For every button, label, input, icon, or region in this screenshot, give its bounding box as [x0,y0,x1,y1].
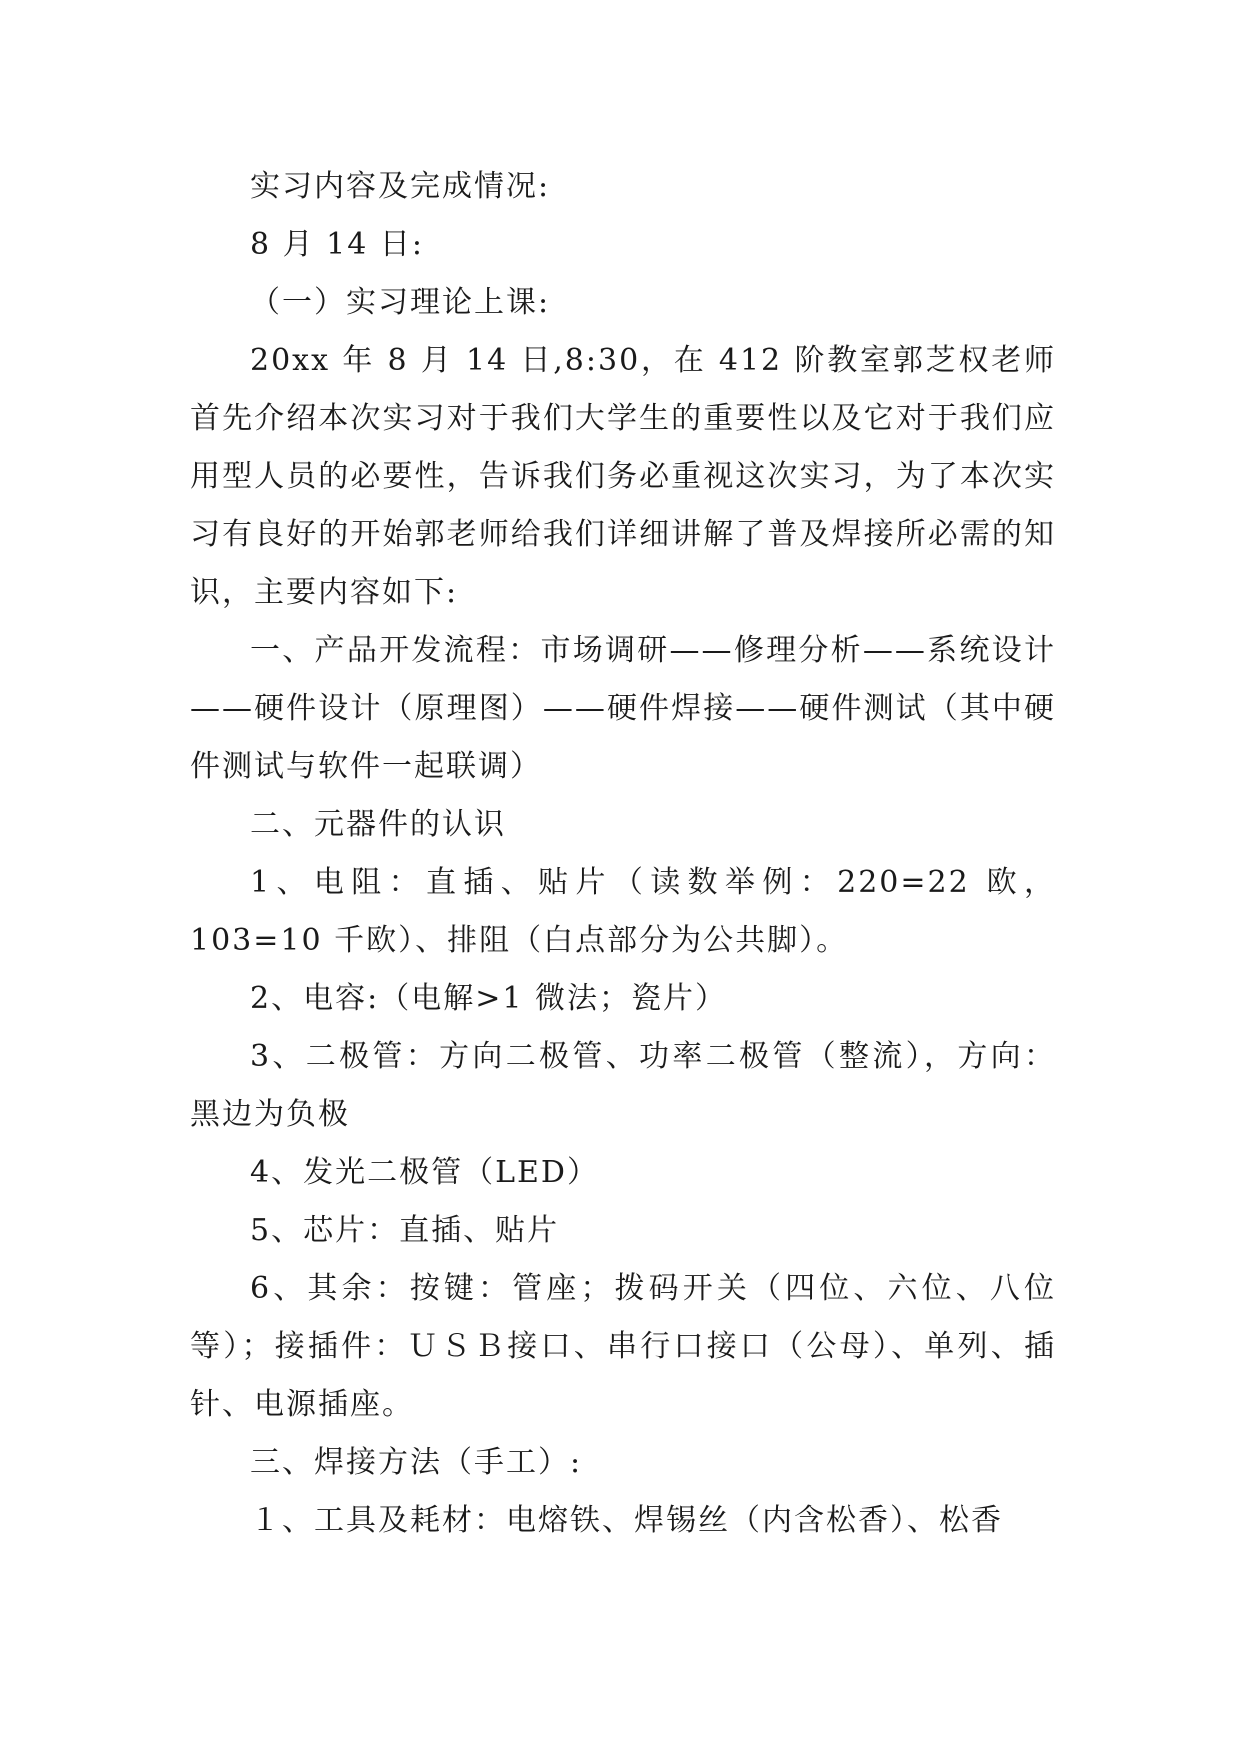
list-item-chip: 5、芯片：直插、贴片 [250,1213,560,1248]
list-item-product-flow: 一、产品开发流程：市场调研——修理分析——系统设计——硬件设计（原理图）——硬件焊接——硬件测试（其中硬件测试与软件一起联调） [190,633,1056,784]
subsection-heading: （一）实习理论上课: [250,285,551,320]
list-item-components-heading: 二、元器件的认识 [250,807,506,842]
list-item-others: 6、其余：按键：管座；拨码开关（四位、六位、八位等）；接插件：ＵＳＢ接口、串行口接口（公母）、单列、插针、电源插座。 [190,1271,1056,1422]
body-paragraph: 20xx 年 8 月 14 日,8:30，在 412 阶教室郭芝权老师首先介绍本次实习对于我们大学生的重要性以及它对于我们应用型人员的必要性，告诉我们务必重视这次实习，为了本次实习有良好的开始郭老师给我们详细讲解了普及焊接所必需的知识，主要内容如下: [190,343,1056,610]
list-item-led: 4、发光二极管（LED） [250,1155,599,1190]
list-item-tools: １、工具及耗材：电熔铁、焊锡丝（内含松香）、松香 [250,1503,1003,1538]
section-heading: 实习内容及完成情况: [250,169,551,204]
document-body [190,158,1056,1550]
list-item-diode: 3、二极管：方向二极管、功率二极管（整流），方向：黑边为负极 [190,1039,1056,1132]
list-item-soldering-heading: 三、焊接方法（手工）: [250,1445,583,1480]
list-item-resistor: 1、电阻：直插、贴片（读数举例：220=22 欧，103=10 千欧）、排阻（白点部分为公共脚）。 [190,865,1056,958]
date-heading: 8 月 14 日: [250,227,424,262]
list-item-capacitor: 2、电容:（电解>1 微法；瓷片） [250,981,727,1016]
